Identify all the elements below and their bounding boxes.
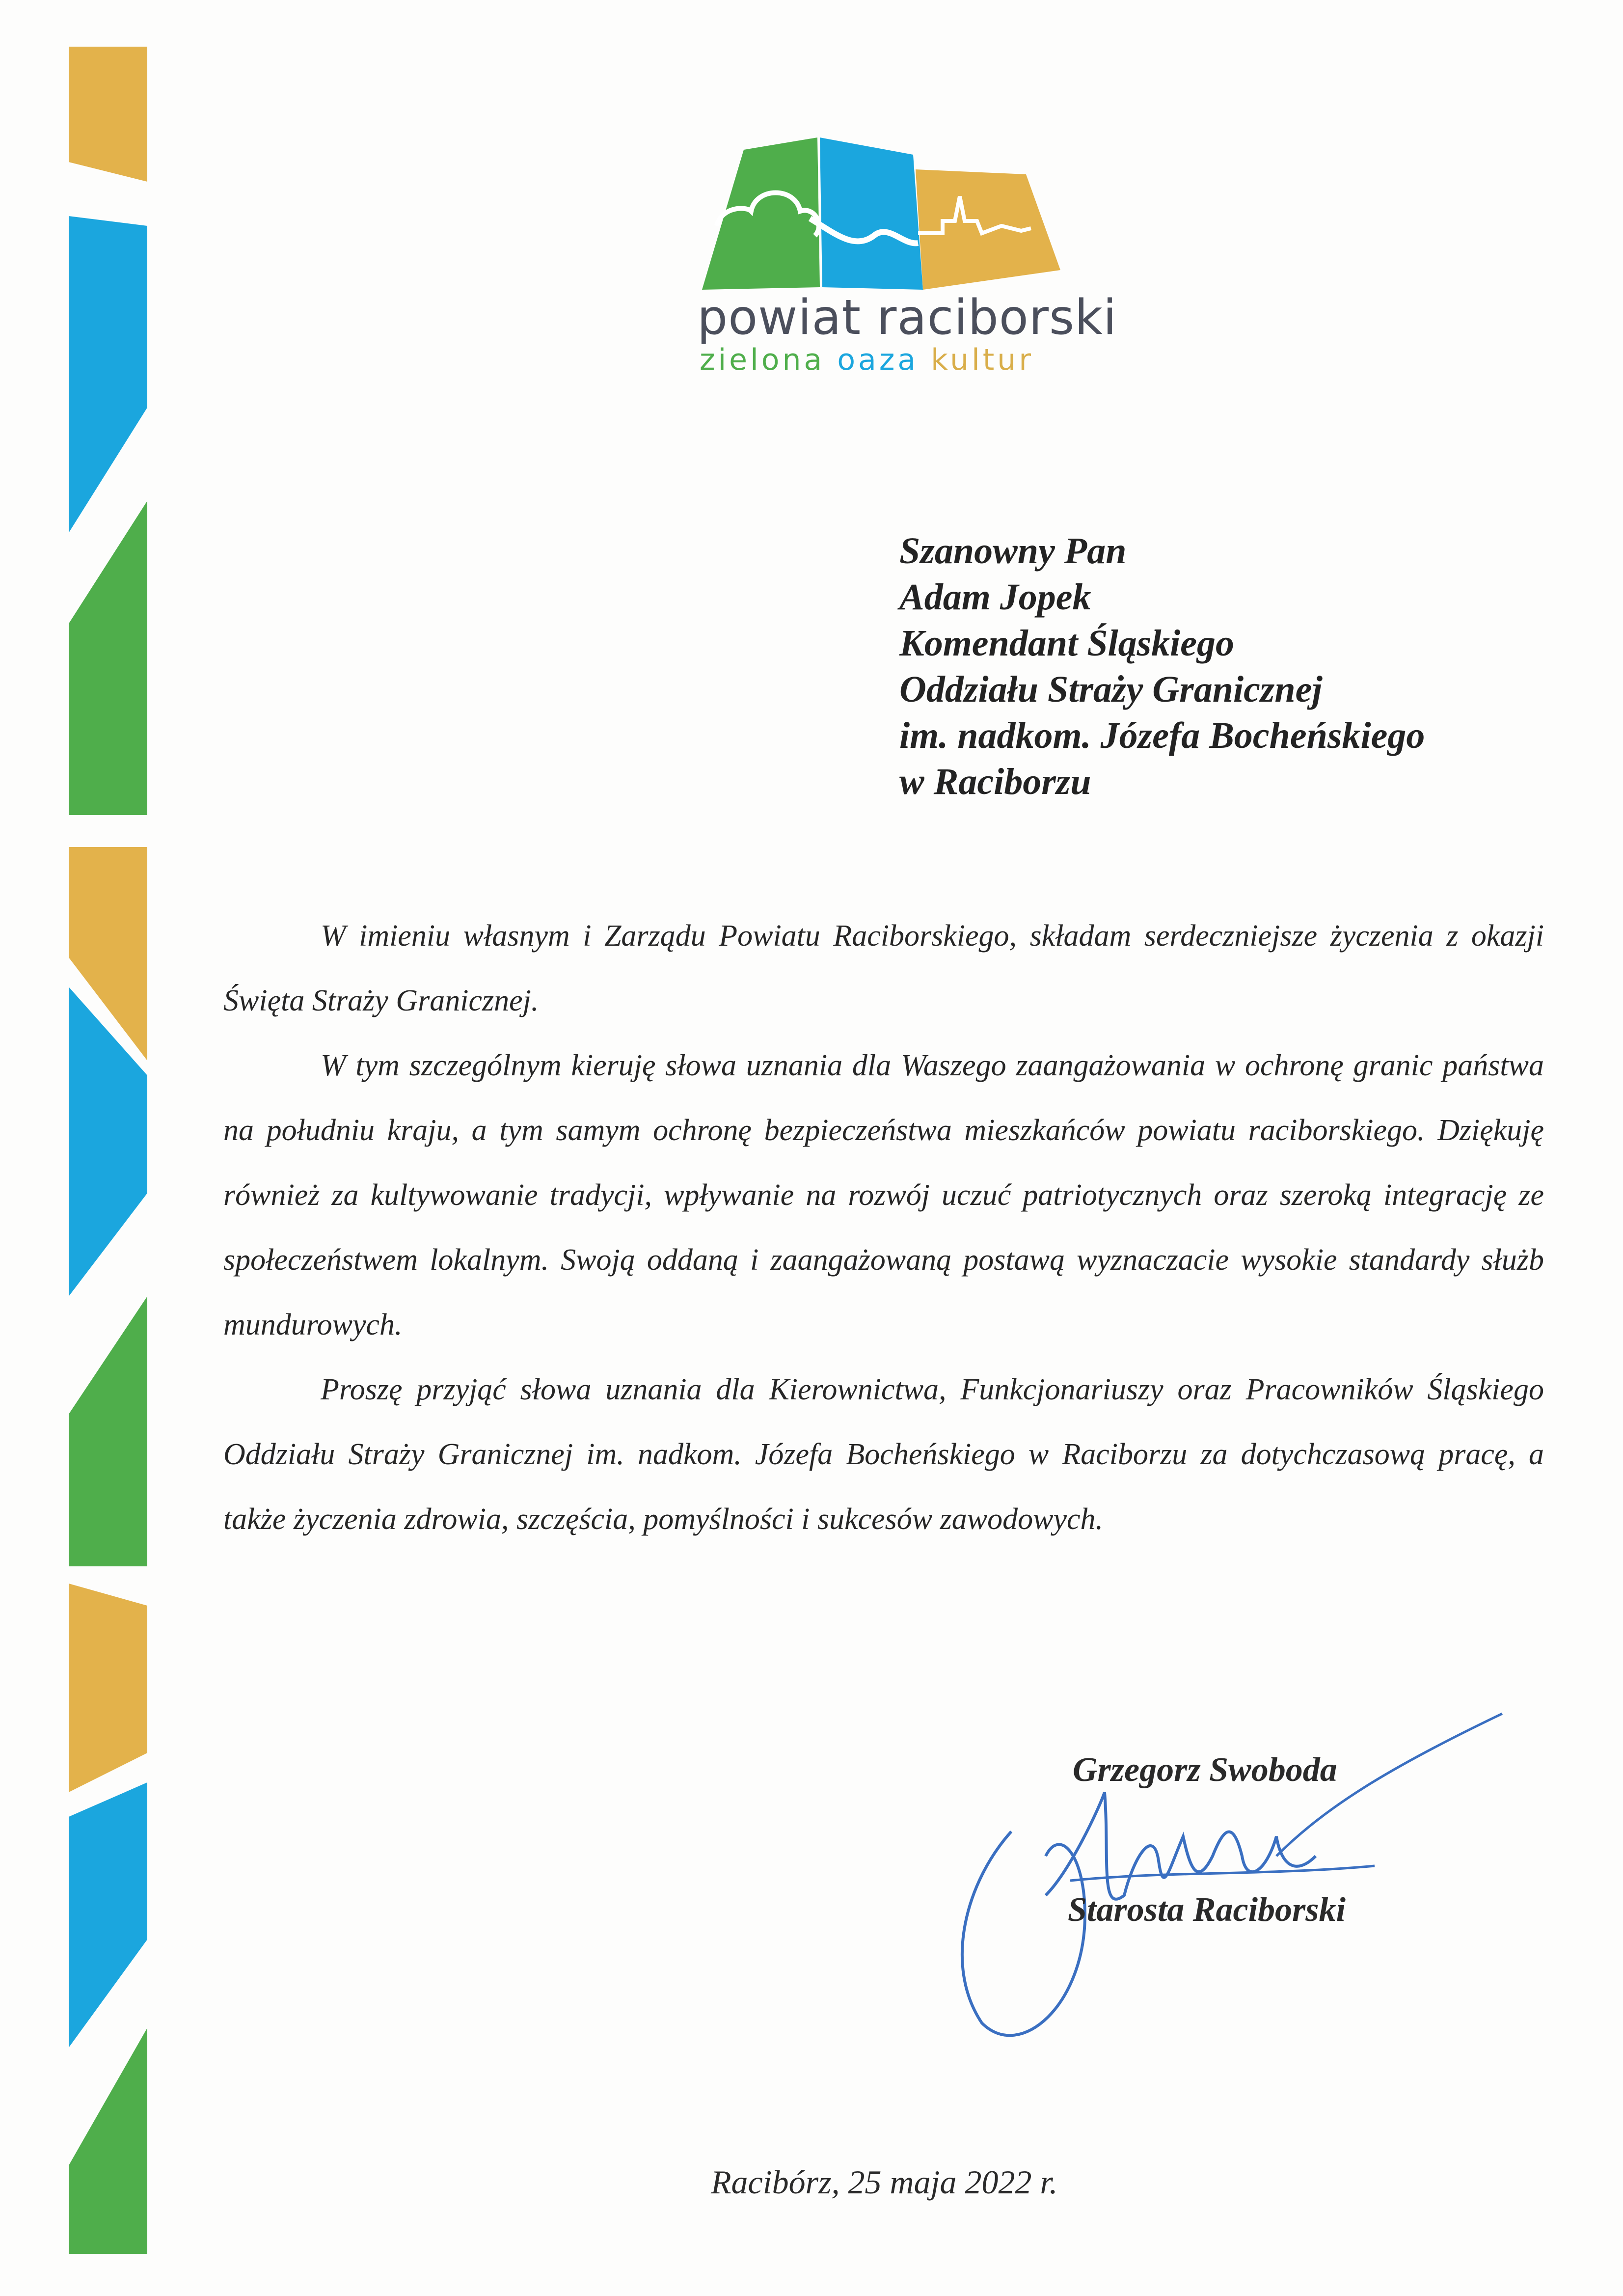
recipient-line: im. nadkom. Józefa Bocheńskiego [899,715,1425,756]
place-and-date: Racibórz, 25 maja 2022 r. [711,2163,1058,2201]
stripe-gold-segment [69,1584,147,1792]
logo-tagline [700,343,1034,377]
tagline-word-2: oaza [837,343,919,377]
logo-blue-panel [820,137,923,290]
body-paragraph: W tym szczególnym kieruję słowa uznania dla Waszego zaangażowania w ochronę granic państwa na południu kraju, a tym samym ochronę bezpieczeństwa mieszkańców powiatu raciborskiego. Dziękuję również za kultywowanie tradycji, wpływanie na rozwój uczuć patriotycznych oraz szeroką integrację ze społeczeństwem lokalnym. Swoją oddaną i zaangażowaną postawą wyznaczacie wysokie standardy służb mundurowych. [223,1049,1544,1341]
tagline-word-3: kultur [931,343,1034,377]
stripe-green-segment [69,1296,147,1566]
logo-name: powiat raciborski [697,290,1117,346]
recipient-address [899,528,1425,805]
body-paragraph: W imieniu własnym i Zarządu Powiatu Raciborskiego, składam serdeczniejsze życzenia z okazji Święta Straży Granicznej. [223,919,1544,1017]
decorative-color-stripe [0,0,162,2296]
tagline-word-1: zielona [700,343,825,377]
stripe-blue-segment [69,1782,147,2048]
stripe-green-segment [69,2028,147,2254]
recipient-line: Adam Jopek [899,576,1091,618]
stripe-blue-segment [69,216,147,533]
signatory-name: Grzegorz Swoboda [1073,1751,1337,1789]
recipient-line: Oddziału Straży Granicznej [899,669,1323,710]
stripe-gold-segment [69,47,147,182]
signatory-title: Starosta Raciborski [1068,1891,1346,1929]
body-paragraph: Proszę przyjąć słowa uznania dla Kierownictwa, Funkcjonariuszy oraz Pracowników Śląskiego Oddziału Straży Granicznej im. nadkom. Józefa Bocheńskiego w Raciborzu za dotychczasową pracę, a także życzenia zdrowia, szczęścia, pomyślności i sukcesów zawodowych. [223,1373,1544,1536]
recipient-line: Szanowny Pan [899,530,1127,572]
recipient-line: w Raciborzu [899,761,1091,802]
logo-green-panel [702,137,820,290]
letter-body [223,903,1544,1552]
recipient-line: Komendant Śląskiego [899,623,1234,664]
stripe-green-segment [69,501,147,815]
